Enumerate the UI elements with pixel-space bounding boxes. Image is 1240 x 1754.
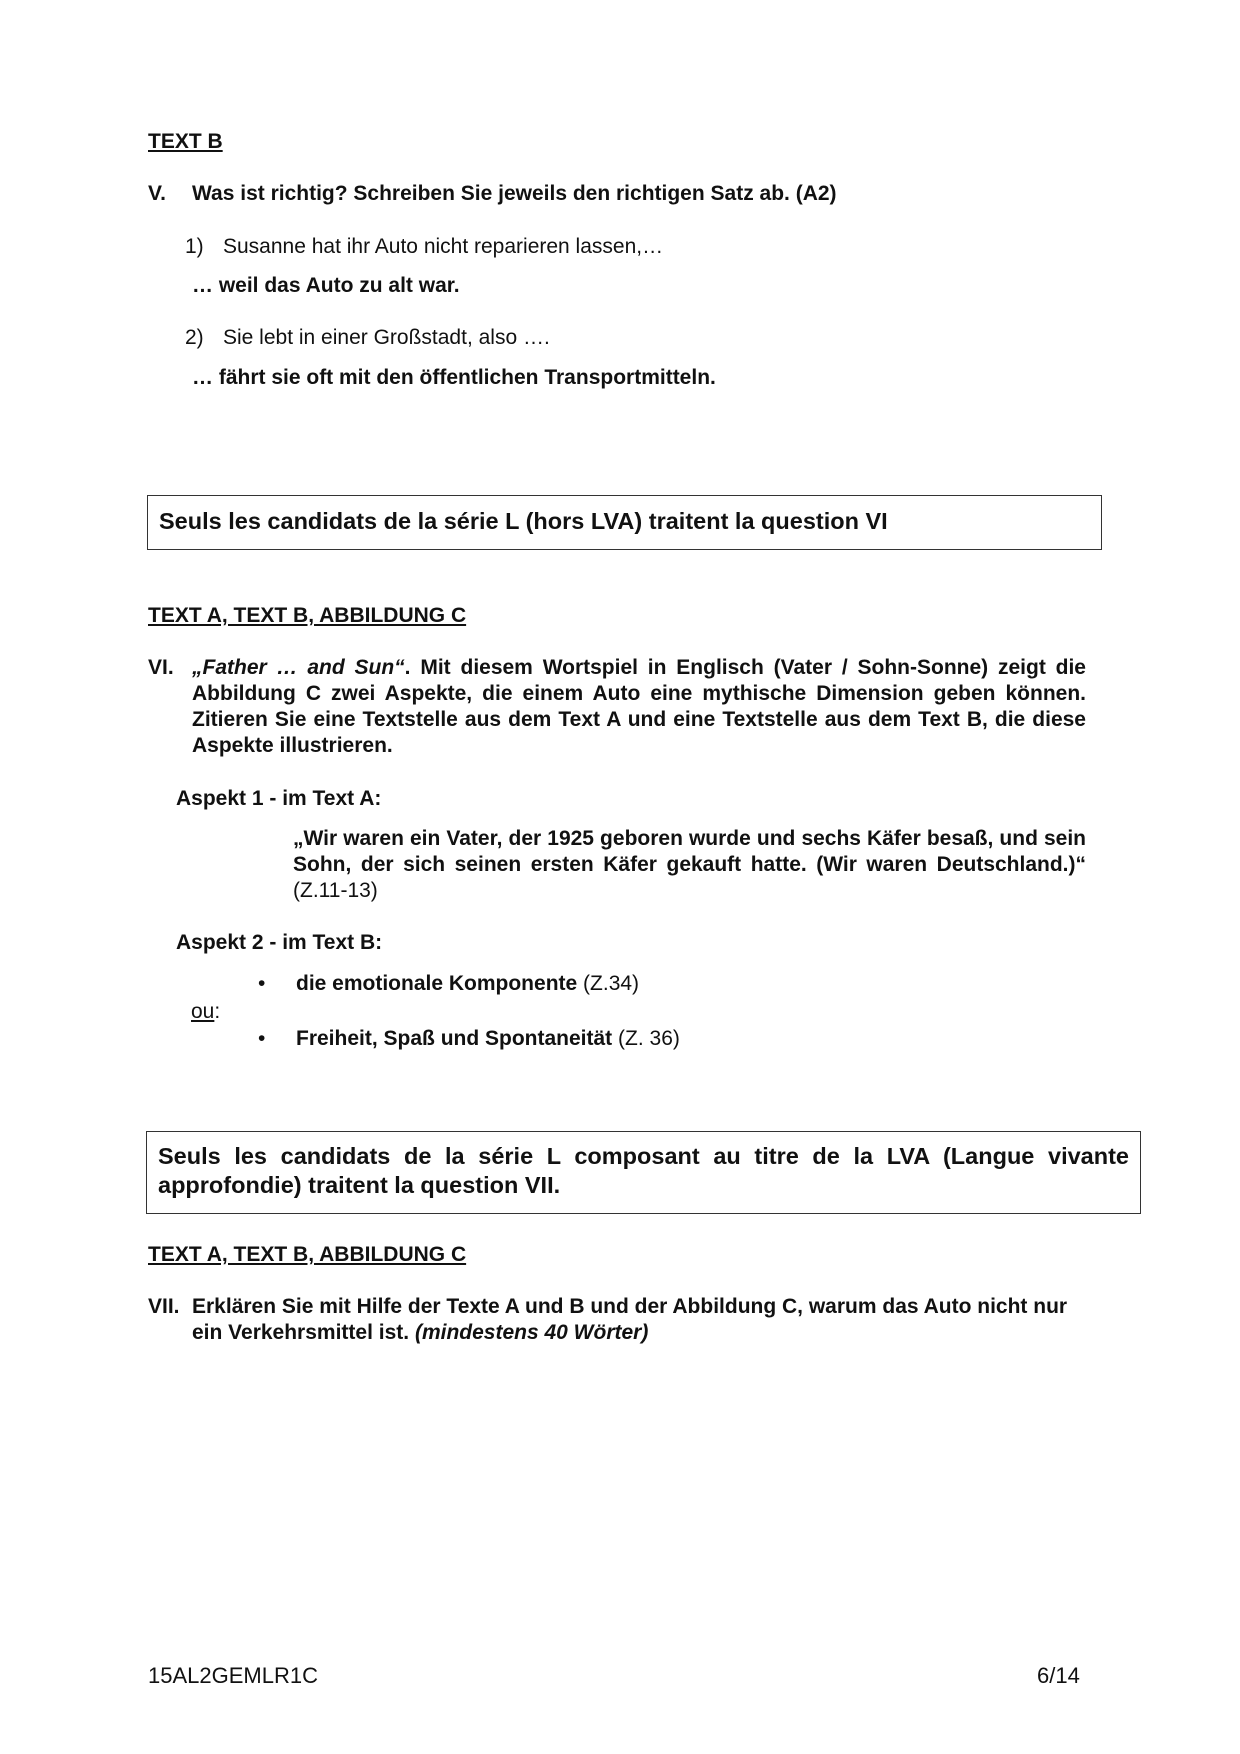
item-number: 1) [185, 235, 204, 258]
ou-label [191, 1000, 220, 1024]
aspect2-label: Aspekt 2 - im Text B: [176, 931, 383, 954]
bullet-text: die emotionale Komponente [296, 972, 578, 995]
question-vi-text [192, 655, 1086, 759]
page-number: 6/14 [1037, 1663, 1080, 1688]
list-item [185, 326, 550, 350]
section-heading-vi: TEXT A, TEXT B, ABBILDUNG C [148, 604, 467, 627]
footer-code: 15AL2GEMLR1C [148, 1663, 318, 1688]
question-vii-italic: (mindestens 40 Wörter) [414, 1321, 649, 1344]
bullet-icon: • [258, 1027, 266, 1050]
ou-colon: : [214, 1000, 221, 1023]
item-prompt: Sie lebt in einer Großstadt, also …. [223, 326, 550, 349]
bullet-icon: • [258, 972, 266, 995]
item-answer: … weil das Auto zu alt war. [192, 274, 460, 297]
question-vi-italic: „Father … and Sun“ [192, 656, 405, 679]
bullet-ref: (Z.34) [583, 972, 640, 995]
question-number-vii: VII. [148, 1295, 180, 1318]
notice-box: Seuls les candidats de la série L (hors LVA) traitent la question VI [147, 495, 1102, 550]
section-heading-vii: TEXT A, TEXT B, ABBILDUNG C [148, 1243, 467, 1266]
list-item [258, 1027, 680, 1051]
item-prompt: Susanne hat ihr Auto nicht reparieren lassen,… [223, 235, 664, 258]
bullet-ref: (Z. 36) [618, 1027, 680, 1050]
question-v [148, 182, 837, 206]
question-vii-main: Erklären Sie mit Hilfe der Texte A und B und der Abbildung C, warum das Auto nicht nur ein Verkehrsmittel ist. [192, 1295, 1068, 1344]
question-text: Was ist richtig? Schreiben Sie jeweils den richtigen Satz ab. (A2) [192, 182, 837, 205]
item-number: 2) [185, 326, 204, 349]
bullet-text: Freiheit, Spaß und Spontaneität [296, 1027, 613, 1050]
question-number-vi: VI. [148, 656, 174, 679]
aspect1-quote: „Wir waren ein Vater, der 1925 geboren wurde und sechs Käfer besaß, und sein Sohn, der sich seinen ersten Käfer gekauft hatte. (Wir waren Deutschland.)“ [293, 827, 1086, 876]
aspect1-ref: (Z.11-13) [293, 879, 378, 902]
question-vii-text [192, 1294, 1092, 1346]
ou-word: ou [191, 1000, 215, 1023]
list-item [185, 235, 663, 259]
aspect1-label: Aspekt 1 - im Text A: [176, 787, 382, 810]
section-heading-text-b: TEXT B [148, 130, 223, 153]
item-answer: … fährt sie oft mit den öffentlichen Transportmitteln. [192, 366, 716, 389]
list-item [258, 972, 639, 996]
question-number: V. [148, 182, 166, 205]
aspect1-quote-block [293, 826, 1086, 904]
question-vi-rest: . Mit diesem Wortspiel in Englisch (Vater / Sohn-Sonne) zeigt die Abbildung C zwei Aspekte, die einem Auto eine mythische Dimension geben können. Zitieren Sie eine Textstelle aus dem Text A und eine Textstelle aus dem Text B, die diese Aspekte illustrieren. [192, 656, 1086, 757]
notice-box: Seuls les candidats de la série L composant au titre de la LVA (Langue vivante approfondie) traitent la question VII. [146, 1131, 1141, 1214]
